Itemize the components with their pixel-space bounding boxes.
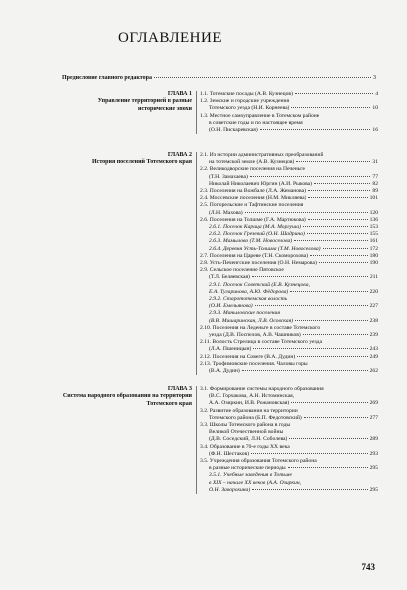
toc-entry-title: 3.5. Учреждения образования Тотемского района	[200, 458, 317, 465]
leader-dots	[308, 219, 368, 220]
toc-entry-title: 2.11. Волость Стрелица в составе Тотемского уезда	[200, 339, 322, 346]
toc-entry-title: 2.12. Поселения на Совеге (В.А. Дудин)	[200, 353, 296, 360]
toc-entry-page: 293	[369, 450, 378, 457]
toc-entry-title: 2.8. Усть-Печенгские поселения (О.Н. Немарова)	[200, 260, 317, 267]
leader-dots	[307, 233, 368, 234]
toc-entry-title: О.Н. Заворохина)	[209, 486, 251, 493]
toc-entry-title: 2.6.4. Деревня Усть-Толшма (Т.М. Новоселова)	[209, 245, 321, 252]
toc-entry[interactable]	[200, 296, 378, 303]
toc-entry[interactable]	[200, 303, 378, 310]
toc-entry-title: (В.В. Мишаринская, Л.В. Осовская)	[209, 317, 294, 324]
toc-entry[interactable]	[200, 318, 378, 325]
chapter-label: ГЛАВА 2	[167, 152, 192, 158]
toc-entry[interactable]	[200, 289, 378, 296]
toc-entry-page: 277	[369, 414, 378, 421]
toc-entry[interactable]	[200, 400, 378, 407]
toc-entry[interactable]	[200, 361, 378, 368]
leader-dots	[295, 93, 373, 94]
toc-entry[interactable]	[200, 202, 378, 209]
toc-entry-page: 295	[369, 465, 378, 472]
leader-dots	[154, 77, 371, 78]
toc-entry-title: в советские годы и по настоящее время	[209, 119, 303, 126]
toc-entry-title: (Ф.Н. Шестаков)	[209, 450, 249, 457]
leader-dots	[319, 262, 368, 263]
chapter-name: История поселений Тотемского края	[91, 159, 192, 166]
leader-dots	[290, 291, 367, 292]
leader-dots	[303, 226, 368, 227]
toc-entry-title: 3.5.1. Учебные заведения в Тотьме	[209, 472, 292, 479]
leader-dots	[288, 467, 368, 468]
toc-entry[interactable]	[200, 231, 378, 238]
toc-entry-page: 101	[369, 195, 378, 202]
chapter-heading	[62, 386, 192, 408]
toc-entry-title: 1.3. Местное самоуправление в Тотемском районе	[200, 112, 320, 119]
chapter-entries	[200, 152, 378, 375]
toc-entry[interactable]	[200, 166, 378, 173]
chapter-heading	[62, 152, 192, 167]
toc-entry[interactable]	[200, 415, 378, 422]
toc-entry-title: 2.1. Из истории административных преобразований	[200, 152, 324, 158]
leader-dots	[296, 161, 370, 162]
toc-entry[interactable]	[200, 325, 378, 332]
toc-entry-title: 3.1. Формирование системы народного образования	[200, 386, 324, 392]
toc-entry-title: Тотемского района (Б.П. Федотовский)	[209, 414, 302, 421]
toc-entry-title: Николай Николаевич Юргин (А.И. Рыкова)	[209, 180, 313, 187]
toc-entry[interactable]	[200, 339, 378, 346]
toc-entry-page: 180	[369, 252, 378, 259]
toc-entry-title: Е.А. Тугаринова, А.Ю. Фёдорова)	[209, 288, 289, 295]
toc-entry-title: (Д.В. Соседский, Л.Н. Соболева)	[209, 436, 288, 443]
toc-entry-title: в XIX – начале XX веков (А.А. Озиркин,	[209, 479, 302, 486]
leader-dots	[242, 370, 368, 371]
toc-entry-title: (Т.Л. Беляевская)	[209, 274, 250, 281]
toc-entry[interactable]	[200, 217, 378, 224]
toc-entry-title: 2.9.3. Маныловские поселения	[209, 310, 280, 317]
toc-entry-title: 2.6. Поселения на Толшме (Г.А. Мартюкова)	[200, 216, 306, 223]
toc-entry[interactable]	[200, 253, 378, 260]
toc-entry[interactable]	[200, 210, 378, 217]
toc-entry-page: 10	[372, 105, 378, 112]
toc-entry-page: 262	[369, 368, 378, 375]
toc-entry-page: 190	[369, 260, 378, 267]
toc-entry[interactable]	[200, 346, 378, 353]
toc-entry-title: уезда (Д.В. Поспелов, А.В. Чашников)	[209, 332, 301, 339]
page-number: 743	[361, 562, 375, 572]
leader-dots	[303, 334, 368, 335]
toc-entry[interactable]	[200, 113, 378, 120]
toc-entry-title: 2.13. Трофимовские поселения. Чаловы горы	[200, 360, 308, 367]
chapter-divider	[196, 386, 197, 494]
toc-entry-title: 1.2. Земские и городские учреждения	[200, 98, 290, 105]
leader-dots	[252, 489, 367, 490]
leader-dots	[294, 240, 367, 241]
leader-dots	[308, 190, 370, 191]
toc-entry[interactable]	[200, 429, 378, 436]
page-title: ОГЛАВЛЕНИЕ	[118, 30, 222, 46]
toc-entry-page: 82	[372, 180, 378, 187]
toc-entry[interactable]	[200, 105, 378, 112]
toc-entry-title: (О.Н. Пискаревская)	[209, 127, 258, 134]
toc-entry[interactable]	[200, 238, 378, 245]
toc-entry-title: на тотемской земле (А.В. Кузнецов)	[209, 159, 295, 166]
leader-dots	[253, 348, 367, 349]
chapter-label: ГЛАВА 1	[167, 91, 192, 97]
toc-entry-page: 161	[369, 238, 378, 245]
toc-entry[interactable]	[200, 332, 378, 339]
chapter-name: Управление территорией в разные исторические эпохи	[97, 98, 192, 112]
toc-entry-title: (В.А. Дудин)	[209, 368, 240, 375]
leader-dots	[245, 212, 368, 213]
leader-dots	[323, 248, 368, 249]
toc-entry-title: 2.10. Поселения на Леденьге в составе Тотемского	[200, 324, 321, 331]
toc-entry-page: 4	[375, 91, 378, 97]
toc-entry-page: 243	[369, 346, 378, 353]
toc-entry-page: 220	[369, 288, 378, 295]
toc-entry-page: 238	[369, 317, 378, 324]
toc-entry-title: 2.9.1. Поселок Советский (Е.В. Кузнецова,	[209, 281, 310, 288]
toc-entry-page: 77	[372, 173, 378, 180]
chapter-label: ГЛАВА 3	[167, 386, 192, 392]
toc-entry-page: 249	[369, 353, 378, 360]
preface-title: Предисловие главного редактора	[62, 75, 152, 81]
chapter-divider	[196, 152, 197, 375]
toc-entry[interactable]	[200, 472, 378, 479]
toc-entry[interactable]	[200, 91, 378, 98]
toc-entry[interactable]	[200, 282, 378, 289]
toc-entry-page: 295	[369, 486, 378, 493]
leader-dots	[304, 417, 368, 418]
leader-dots	[252, 276, 368, 277]
chapter-heading	[62, 91, 192, 113]
toc-entry[interactable]	[200, 436, 378, 443]
chapter-entries	[200, 91, 378, 134]
toc-entry-title: 2.4. Моссевские поселения (Н.М. Микляева)	[200, 195, 307, 202]
toc-entry-title: 2.3. Поселения на Вожбале (Л.А. Жеманова)	[200, 188, 306, 195]
leader-dots	[289, 438, 367, 439]
toc-entry-title: 2.7. Поселения на Цареве (Т.Н. Скоморохова)	[200, 252, 309, 259]
toc-entry[interactable]	[200, 246, 378, 253]
toc-entry-page: 227	[369, 303, 378, 310]
toc-entry[interactable]	[200, 152, 378, 159]
toc-entry-title: 3.2. Развитие образования на территории	[200, 407, 298, 414]
toc-entry-title: 2.5. Погорельские и Тафтинские поселения	[200, 202, 304, 209]
toc-entry-page: 16	[372, 127, 378, 134]
preface-entry[interactable]	[62, 75, 376, 81]
toc-entry-page: 120	[369, 209, 378, 216]
toc-entry-title: 1.1. Тотемские посады (А.В. Кузнецов)	[200, 91, 293, 97]
toc-entry[interactable]	[200, 127, 378, 134]
toc-entry[interactable]	[200, 408, 378, 415]
leader-dots	[295, 320, 368, 321]
toc-entry[interactable]	[200, 458, 378, 465]
toc-entry[interactable]	[200, 393, 378, 400]
toc-entry-page: 89	[372, 188, 378, 195]
leader-dots	[260, 129, 371, 130]
toc-entry-title: Великой Отечественной войны	[209, 429, 284, 436]
toc-entry[interactable]	[200, 267, 378, 274]
toc-entry-title: 2.6.1. Поселок Карица (М.А. Моргуша)	[209, 224, 301, 231]
leader-dots	[314, 183, 370, 184]
toc-entry-title: 2.2. Великодворские поселения на Печеньге	[200, 166, 305, 173]
leader-dots	[297, 356, 367, 357]
toc-entry-page: 239	[369, 332, 378, 339]
leader-dots	[291, 107, 370, 108]
leader-dots	[310, 255, 368, 256]
chapter-name: Система народного образования на территории Тотемского края	[62, 393, 192, 407]
toc-entry[interactable]	[200, 310, 378, 317]
toc-entry-page: 153	[369, 224, 378, 231]
toc-entry-title: 2.9.2. Старототемская волость	[209, 296, 288, 303]
toc-entry-title: в разные исторические периоды	[209, 465, 286, 472]
leader-dots	[250, 176, 371, 177]
toc-entry[interactable]	[200, 386, 378, 393]
toc-entry-title: (Л.А. Пшеницын)	[209, 346, 252, 353]
leader-dots	[251, 453, 368, 454]
toc-entry[interactable]	[200, 159, 378, 166]
toc-entry-title: 3.4. Образование в 70-е годы XX века	[200, 443, 290, 450]
toc-entry[interactable]	[200, 465, 378, 472]
toc-entry-title: (Л.Н. Махова)	[209, 209, 243, 216]
leader-dots	[308, 197, 367, 198]
toc-entry[interactable]	[200, 174, 378, 181]
toc-entry[interactable]	[200, 260, 378, 267]
toc-entry[interactable]	[200, 195, 378, 202]
toc-entry-title: (Т.Н. Замахаева)	[209, 173, 248, 180]
toc-entry-title: (В.С. Горчакова, А.Н. Истоминская,	[209, 393, 295, 400]
toc-entry-page: 31	[372, 159, 378, 166]
toc-entry-title: Тотемского уезда (Н.И. Корнеева)	[209, 105, 290, 112]
toc-entry-title: (О.И. Емельянова)	[209, 303, 253, 310]
toc-entry-title: А.А. Озиркин, И.В. Рожановская)	[209, 400, 290, 407]
toc-entry-title: 2.6.3. Мамылово (Т.М. Новоселова)	[209, 238, 293, 245]
toc-entry-page: 269	[369, 400, 378, 407]
toc-entry[interactable]	[200, 422, 378, 429]
toc-entry[interactable]	[200, 354, 378, 361]
toc-entry-page: 136	[369, 216, 378, 223]
chapter-divider	[196, 91, 197, 134]
preface-page: 3	[373, 75, 376, 81]
toc-entry[interactable]	[200, 451, 378, 458]
toc-entry[interactable]	[200, 480, 378, 487]
toc-entry[interactable]	[200, 444, 378, 451]
toc-entry-title: 2.9. Сельское поселение Пятовское	[200, 267, 284, 274]
toc-entry-title: 2.6.2. Поселок Грезевий (О.Н. Шадрина)	[209, 231, 305, 238]
toc-entry[interactable]	[200, 181, 378, 188]
chapter-entries	[200, 386, 378, 494]
toc-entry[interactable]	[200, 224, 378, 231]
leader-dots	[255, 305, 368, 306]
leader-dots	[291, 402, 367, 403]
toc-entry[interactable]	[200, 120, 378, 127]
toc-entry-page: 155	[369, 231, 378, 238]
toc-entry[interactable]	[200, 98, 378, 105]
toc-entry-page: 172	[369, 245, 378, 252]
toc-entry[interactable]	[200, 274, 378, 281]
toc-entry-title: 3.3. Школы Тотемского района в годы	[200, 422, 291, 429]
toc-entry-page: 289	[369, 436, 378, 443]
toc-entry-page: 211	[369, 274, 378, 281]
toc-entry[interactable]	[200, 487, 378, 494]
toc-entry[interactable]	[200, 188, 378, 195]
toc-entry[interactable]	[200, 368, 378, 375]
